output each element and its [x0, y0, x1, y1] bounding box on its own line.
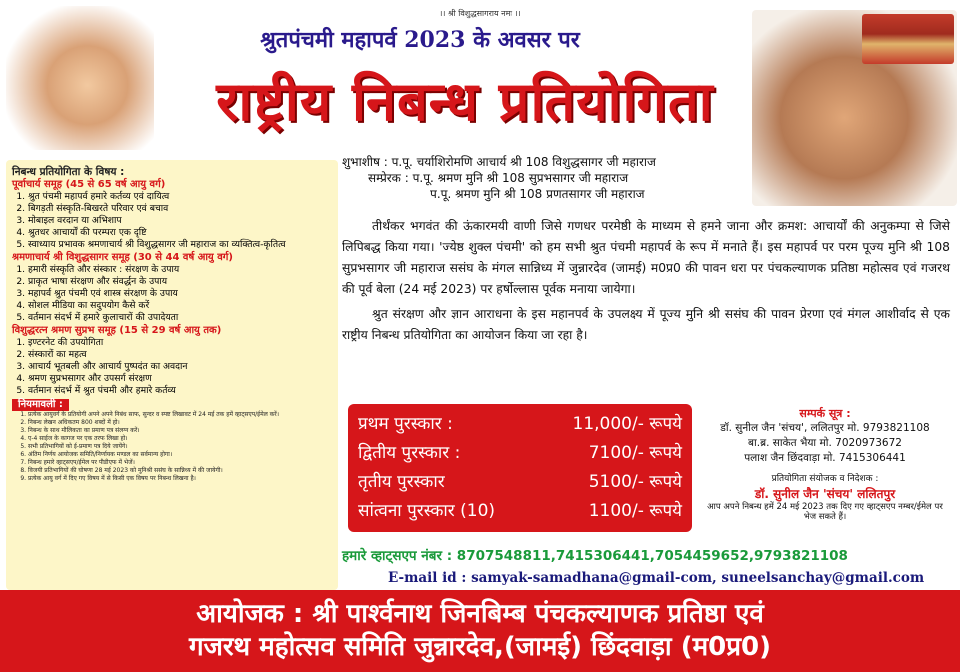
rules-heading: नियमावली :: [12, 399, 69, 411]
email-ids: E-mail id : samyak-samadhana@gmail-com, suneelsanchay@gmail.com: [388, 570, 925, 586]
contacts-heading: सम्पर्क सूत्र :: [799, 407, 851, 420]
list-item: 4. श्रुतधर आचार्यों की परम्परा एक दृष्टि: [28, 227, 332, 239]
list-item: 9. प्रत्येक आयु वर्ग में दिए गए विषय में से किसी एक विषय पर निबन्ध लिखना है।: [28, 475, 332, 483]
prize-amount: 7100/- रूपये: [588, 443, 682, 463]
scripture-books-image: [862, 14, 954, 64]
organizer-footer: [0, 590, 960, 672]
intro-text: [342, 216, 950, 346]
prize-amount: 1100/- रूपये: [588, 501, 682, 521]
prize-amount: 5100/- रूपये: [588, 472, 682, 492]
contact-line: बा.ब्र. साकेत भैया मो. 7020973672: [748, 437, 902, 449]
blessing-line-1: शुभाशीष : प.पू. चर्याशिरोमणि आचार्य श्री 108 विशुद्धसागर जी महाराज: [342, 155, 656, 169]
group-2-title: श्रमणाचार्य श्री विशुद्धसागर समूह (30 से 44 वर्ष आयु वर्ग): [12, 252, 233, 263]
prize-row-4: [358, 497, 682, 526]
list-item: 6. अंतिम निर्णय आयोजक समिति/निर्णायक मण्डल का सर्वमान्य होगा।: [28, 451, 332, 459]
list-item: 5. वर्तमान संदर्भ में हमारे कुलाचारों की उपादेयता: [28, 312, 332, 324]
topics-heading: निबन्ध प्रतियोगिता के विषय :: [12, 166, 125, 178]
list-item: 3. महापर्व श्रुत पंचमी एवं शास्त्र संरक्षण के उपाय: [28, 288, 332, 300]
list-item: 3. मोबाइल वरदान या अभिशाप: [28, 215, 332, 227]
list-item: 1. इण्टरनेट की उपयोगिता: [28, 337, 332, 349]
coordinator-message: आप अपने निबन्ध हमें 24 मई 2023 तक दिए गए व्हाट्सएप नम्बर/ईमेल पर भेज सकते हैं।: [707, 502, 943, 522]
acharya-photo-left: [6, 6, 154, 150]
coordinator-label: प्रतियोगिता संयोजक व निदेशक :: [771, 474, 879, 484]
group-2-list: [12, 264, 332, 324]
main-title: राष्ट्रीय निबन्ध प्रतियोगिता: [216, 69, 714, 133]
group-1-list: [12, 191, 332, 251]
list-item: 4. सोशल मीडिया का सदुपयोग कैसे करें: [28, 300, 332, 312]
list-item: 2. बिगड़ती संस्कृति-बिखरते परिवार एवं बचाव: [28, 203, 332, 215]
blessings-block: [342, 154, 752, 202]
coordinator-name: डॉ. सुनील जैन 'संचय' ललितपुर: [754, 487, 896, 501]
group-1-title: पूर्वाचार्य समूह (45 से 65 वर्ष आयु वर्ग): [12, 179, 166, 190]
list-item: 2. प्राकृत भाषा संरक्षण और संवर्द्धन के उपाय: [28, 276, 332, 288]
list-item: 1. प्रत्येक आयुवर्ग के प्रतियोगी अपने अपने निबंध साफ, सुन्दर व स्पष्ट लिखावट में 24 मई तक हमें व्हाट्सएप/ईमेल करें।: [28, 411, 332, 419]
rules-list: [12, 411, 332, 483]
prize-row-3: [358, 468, 682, 497]
topics-panel: [6, 160, 338, 590]
list-item: 5. वर्तमान संदर्भ में श्रुत पंचमी और हमारे कर्तव्य: [28, 385, 332, 397]
prize-label: प्रथम पुरस्कार :: [358, 414, 453, 434]
list-item: 4. श्रमण सुप्रभसागर और उपसर्ग संरक्षण: [28, 373, 332, 385]
blessing-line-3: प.पू. श्रमण मुनि श्री 108 प्रणतसागर जी महाराज: [430, 187, 645, 201]
blessing-line-2: सम्प्रेरक : प.पू. श्रमण मुनि श्री 108 सुप्रभसागर जी महाराज: [368, 171, 629, 185]
list-item: 5. सभी प्रतिभागियों को ई-प्रमाण पत्र दिये जायेंगे।: [28, 443, 332, 451]
list-item: 3. आचार्य भूतबली और आचार्य पुष्पदंत का अवदान: [28, 361, 332, 373]
intro-paragraph-2: श्रुत संरक्षण और ज्ञान आराधना के इस महानपर्व के उपलक्ष्य में पूज्य मुनि श्री ससंघ की पावन प्रेरणा एवं मंगल आशीर्वाद से एक राष्ट्रीय निबन्ध प्रतियोगिता का आयोजन किया जा रहा है।: [342, 307, 950, 342]
whatsapp-numbers: हमारे व्हाट्सएप नंबर : 8707548811,7415306441,7054459652,9793821108: [342, 548, 848, 564]
footer-line-1: आयोजक : श्री पार्श्वनाथ जिनबिम्ब पंचकल्याणक प्रतिष्ठा एवं: [196, 599, 764, 629]
group-3-title: विशुद्धरत्न श्रमण सुप्रभ समूह (15 से 29 वर्ष आयु तक): [12, 325, 222, 336]
prize-row-2: [358, 439, 682, 468]
event-subtitle: श्रुतपंचमी महापर्व 2023 के अवसर पर: [260, 27, 580, 53]
prize-label: द्वितीय पुरस्कार :: [358, 443, 461, 463]
contact-line: पलाश जैन छिंदवाड़ा मो. 7415306441: [744, 452, 906, 464]
list-item: 4. ए-4 साईज के कागज पर एक तरफ लिखा हो।: [28, 435, 332, 443]
list-item: 1. श्रुत पंचमी महापर्व हमारे कर्तव्य एवं दायित्व: [28, 191, 332, 203]
prize-amount: 11,000/- रूपये: [572, 414, 682, 434]
prize-label: तृतीय पुरस्कार: [358, 472, 445, 492]
contacts-block: [700, 406, 950, 522]
intro-paragraph-1: तीर्थंकर भगवंत की ऊंकारमयी वाणी जिसे गणधर परमेष्ठी के माध्यम से हमने जाना और क्रमश: आचार्यों की अनुकम्पा से जिसे लिपिबद्ध किया गया। 'ज्येष्ठ शुक्ल पंचमी' को हम सभी श्रुत पंचमी महापर्व के रूप में मनाते हैं। इस महापर्व पर परम पूज्य मुनि श्री 108 सुप्रभसागर जी महाराज ससंघ के मंगल सान्निध्य में जुन्नारदेव (जामई) म0प्र0 की पावन धरा पर पंचकल्याणक प्रतिष्ठा महोत्सव एवं गजरथ की पूर्व बेला (24 मई 2023) पर हर्षोल्लास पूर्वक मनाया जायेगा।: [342, 219, 950, 296]
list-item: 1. हमारी संस्कृति और संस्कार : संरक्षण के उपाय: [28, 264, 332, 276]
coordinator-block: [700, 472, 950, 522]
list-item: 5. स्वाध्याय प्रभावक श्रमणाचार्य श्री विशुद्धसागर जी महाराज का व्यक्तित्व-कृतित्व: [28, 239, 332, 251]
footer-line-2: गजरथ महोत्सव समिति जुन्नारदेव,(जामई) छिंदवाड़ा (म0प्र0): [188, 632, 772, 662]
group-3-list: [12, 337, 332, 397]
invocation-text: ।। श्री विशुद्धसागराय नमः ।।: [439, 9, 521, 18]
list-item: 2. निबन्ध लेखन अधिकतम 800 शब्दों में हो।: [28, 419, 332, 427]
list-item: 7. निबन्ध हमारे व्हाट्सएप/ईमेल पर पीडीएफ में भेजें।: [28, 459, 332, 467]
contact-line: डॉ. सुनील जैन 'संचय', ललितपुर मो. 9793821108: [720, 422, 930, 434]
list-item: 2. संस्कारों का महत्व: [28, 349, 332, 361]
prize-label: सांत्वना पुरस्कार (10): [358, 501, 496, 521]
list-item: 3. निबन्ध के साथ मौलिकता का प्रमाण पत्र संलग्न करें।: [28, 427, 332, 435]
prize-row-1: [358, 410, 682, 439]
list-item: 8. विजयी प्रतिभागियों की घोषणा 28 मई 2023 को मुनिश्री ससंघ के सान्निध्य में की जायेगी।: [28, 467, 332, 475]
prizes-box: [348, 404, 692, 532]
